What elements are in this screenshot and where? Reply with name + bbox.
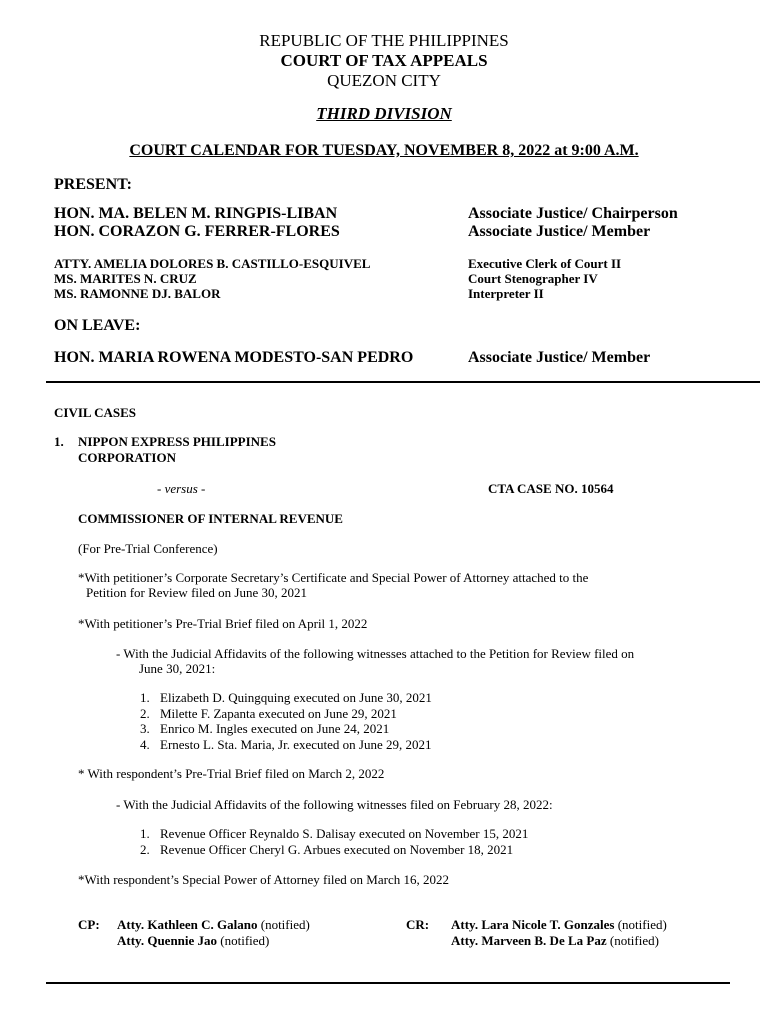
justice-role: Associate Justice/ Member [468, 223, 651, 240]
civil-cases-heading: CIVIL CASES [54, 405, 137, 420]
petitioner-name: CORPORATION [78, 450, 176, 465]
counsel-entry [451, 917, 667, 933]
calendar-title: COURT CALENDAR FOR TUESDAY, NOVEMBER 8, 2022 at 9:00 A.M. [129, 142, 639, 159]
counsel-status: (notified) [609, 933, 659, 948]
on-leave-heading: ON LEAVE: [54, 317, 141, 334]
present-heading: PRESENT: [54, 176, 132, 193]
case-no: CTA CASE NO. 10564 [488, 481, 614, 496]
case-purpose: (For Pre-Trial Conference) [78, 541, 218, 556]
bottom-divider [46, 982, 730, 984]
counsel-entry [117, 933, 269, 949]
witness-number: 1. [140, 690, 150, 705]
staff-name: ATTY. AMELIA DOLORES B. CASTILLO-ESQUIVEL [54, 256, 371, 271]
witness-item: Revenue Officer Cheryl G. Arbues executed on November 18, 2021 [160, 842, 514, 857]
counsel-name: Atty. Quennie Jao [117, 933, 218, 948]
counsel-name: Atty. Marveen B. De La Paz [451, 933, 607, 948]
note-line: * With respondent’s Pre-Trial Brief filed on March 2, 2022 [78, 766, 385, 781]
note-line: *With petitioner’s Corporate Secretary’s Certificate and Special Power of Attorney attached to the [78, 570, 589, 585]
note-line: Petition for Review filed on June 30, 2021 [86, 585, 307, 600]
note-line: *With respondent’s Special Power of Attorney filed on March 16, 2022 [78, 872, 449, 887]
versus-label: - versus - [157, 481, 206, 496]
justice-name: HON. CORAZON G. FERRER-FLORES [54, 223, 340, 240]
division-title: THIRD DIVISION [316, 104, 452, 123]
witness-item: Milette F. Zapanta executed on June 29, 2021 [160, 706, 397, 721]
counsel-status: (notified) [260, 917, 310, 932]
witness-number: 1. [140, 826, 150, 841]
respondent-name: COMMISSIONER OF INTERNAL REVENUE [78, 511, 343, 526]
counsel-entry [117, 917, 310, 933]
case-number: 1. [54, 434, 64, 449]
witness-number: 2. [140, 842, 150, 857]
on-leave-role: Associate Justice/ Member [468, 349, 651, 366]
counsel-name: Atty. Kathleen C. Galano [117, 917, 258, 932]
staff-role: Interpreter II [468, 286, 544, 301]
counsel-status: (notified) [220, 933, 270, 948]
on-leave-name: HON. MARIA ROWENA MODESTO-SAN PEDRO [54, 349, 414, 366]
city-line: QUEZON CITY [327, 71, 441, 90]
sub-note-line: - With the Judicial Affidavits of the following witnesses filed on February 28, 2022: [116, 797, 553, 812]
note-line: *With petitioner’s Pre-Trial Brief filed on April 1, 2022 [78, 616, 368, 631]
witness-item: Elizabeth D. Quingquing executed on June 30, 2021 [160, 690, 432, 705]
republic-line: REPUBLIC OF THE PHILIPPINES [259, 31, 509, 50]
staff-name: MS. MARITES N. CRUZ [54, 271, 197, 286]
sub-note-line: June 30, 2021: [139, 661, 216, 676]
staff-role: Court Stenographer IV [468, 271, 598, 286]
counsel-status: (notified) [617, 917, 667, 932]
section-divider [46, 381, 760, 383]
witness-item: Ernesto L. Sta. Maria, Jr. executed on June 29, 2021 [160, 737, 432, 752]
staff-name: MS. RAMONNE DJ. BALOR [54, 286, 221, 301]
cp-label: CP: [78, 917, 100, 932]
witness-number: 3. [140, 721, 150, 736]
justice-name: HON. MA. BELEN M. RINGPIS-LIBAN [54, 205, 338, 222]
witness-number: 2. [140, 706, 150, 721]
witness-number: 4. [140, 737, 150, 752]
staff-role: Executive Clerk of Court II [468, 256, 622, 271]
counsel-entry [451, 933, 659, 949]
justice-role: Associate Justice/ Chairperson [468, 205, 678, 222]
witness-item: Enrico M. Ingles executed on June 24, 2021 [160, 721, 390, 736]
petitioner-name: NIPPON EXPRESS PHILIPPINES [78, 434, 276, 449]
cr-label: CR: [406, 917, 430, 932]
witness-item: Revenue Officer Reynaldo S. Dalisay executed on November 15, 2021 [160, 826, 529, 841]
counsel-name: Atty. Lara Nicole T. Gonzales [451, 917, 615, 932]
court-name: COURT OF TAX APPEALS [280, 51, 488, 70]
sub-note-line: - With the Judicial Affidavits of the following witnesses attached to the Petition for Review filed on [116, 646, 635, 661]
